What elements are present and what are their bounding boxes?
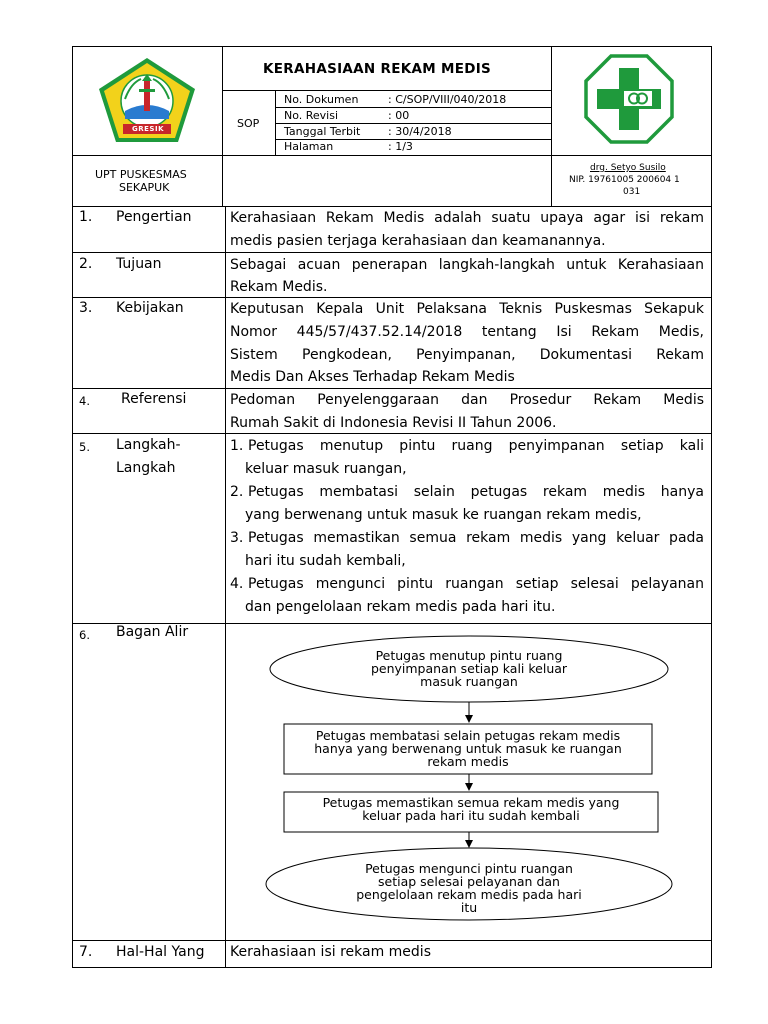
meta-label-revision: No. Revisi: [284, 109, 339, 122]
sop-label: SOP: [237, 117, 260, 130]
step-text-line: keluar masuk ruangan,: [245, 461, 407, 477]
signer-name: drg. Setyo Susilo: [590, 163, 666, 173]
step-text-line: Petugas membatasi selain petugas rekam medis hanya: [248, 484, 704, 500]
step-text-line: yang berwenang untuk masuk ke ruangan rekam medis,: [245, 507, 642, 523]
section-number: 7.: [79, 944, 93, 960]
step-text-line: Petugas memastikan semua rekam medis yang keluar pada: [248, 530, 704, 546]
document-title: KERAHASIAAN REKAM MEDIS: [263, 61, 492, 77]
section-number: 4.: [79, 394, 90, 408]
flow-node-text: Petugas mengunci pintu ruangan setiap selesai pelayanan dan pengelolaan rekam medis pada hari itu: [356, 861, 582, 915]
section-number: 2.: [79, 256, 93, 272]
step-number: 1.: [230, 438, 244, 454]
signer-nip-line1: NIP. 19761005 200604 1: [569, 175, 680, 185]
meta-value-doc-number: : C/SOP/VIII/040/2018: [388, 93, 507, 106]
section-number: 1.: [79, 209, 93, 225]
step-text-line: Petugas mengunci pintu ruangan setiap selesai pelayanan: [248, 576, 704, 592]
org-name-line1: UPT PUSKESMAS: [95, 168, 187, 181]
section-text-line: Rekam Medis.: [230, 279, 328, 295]
step-text-line: hari itu sudah kembali,: [245, 553, 406, 569]
org-name-line2: SEKAPUK: [119, 181, 170, 194]
section-number: 6.: [79, 628, 90, 642]
section-number: 5.: [79, 440, 90, 454]
section-text-line: Kerahasiaan isi rekam medis: [230, 944, 431, 960]
meta-label-page: Halaman: [284, 140, 334, 153]
signer-nip-line2: 031: [623, 187, 641, 197]
flow-node-text: Petugas membatasi selain petugas rekam medis hanya yang berwenang untuk masuk ke ruangan rekam medis: [314, 728, 622, 769]
section-text-line: Pedoman Penyelenggaraan dan Prosedur Rekam Medis: [230, 392, 704, 408]
step-number: 2.: [230, 484, 244, 500]
section-label-cont: Langkah: [116, 460, 176, 476]
meta-value-page: : 1/3: [388, 140, 413, 153]
section-text-line: Rumah Sakit di Indonesia Revisi II Tahun 2006.: [230, 415, 557, 431]
section-number: 3.: [79, 300, 93, 316]
section-text-line: Kerahasiaan Rekam Medis adalah suatu upaya agar isi rekam: [230, 210, 704, 226]
flow-node-text: Petugas menutup pintu ruang penyimpanan setiap kali keluar masuk ruangan: [370, 648, 568, 689]
meta-label-doc-number: No. Dokumen: [284, 93, 359, 106]
section-text-line: Nomor 445/57/437.52.14/2018 tentang Isi Rekam Medis,: [230, 324, 704, 340]
section-label: Tujuan: [116, 256, 162, 272]
section-label: Langkah-: [116, 437, 181, 453]
meta-value-issue-date: : 30/4/2018: [388, 125, 452, 138]
section-label: Pengertian: [116, 209, 192, 225]
section-text-line: Sebagai acuan penerapan langkah-langkah untuk Kerahasiaan: [230, 257, 704, 273]
section-label: Hal-Hal Yang: [116, 944, 205, 960]
step-number: 3.: [230, 530, 244, 546]
section-text-line: Sistem Pengkodean, Penyimpanan, Dokumentasi Rekam: [230, 347, 704, 363]
step-text-line: dan pengelolaan rekam medis pada hari itu.: [245, 599, 556, 615]
section-label: Referensi: [121, 391, 187, 407]
section-text-line: medis pasien terjaga kerahasiaan dan keamanannya.: [230, 233, 606, 249]
section-text-line: Medis Dan Akses Terhadap Rekam Medis: [230, 369, 515, 385]
section-text-line: Keputusan Kepala Unit Pelaksana Teknis Puskesmas Sekapuk: [230, 301, 704, 317]
meta-label-issue-date: Tanggal Terbit: [284, 125, 361, 138]
section-label: Kebijakan: [116, 300, 184, 316]
step-text-line: Petugas menutup pintu ruang penyimpanan setiap kali: [248, 438, 704, 454]
flow-node-text: Petugas memastikan semua rekam medis yang keluar pada hari itu sudah kembali: [322, 795, 620, 823]
meta-value-revision: : 00: [388, 109, 410, 122]
step-number: 4.: [230, 576, 244, 592]
logo-caption: GRESIK: [132, 125, 164, 133]
section-label: Bagan Alir: [116, 624, 189, 640]
